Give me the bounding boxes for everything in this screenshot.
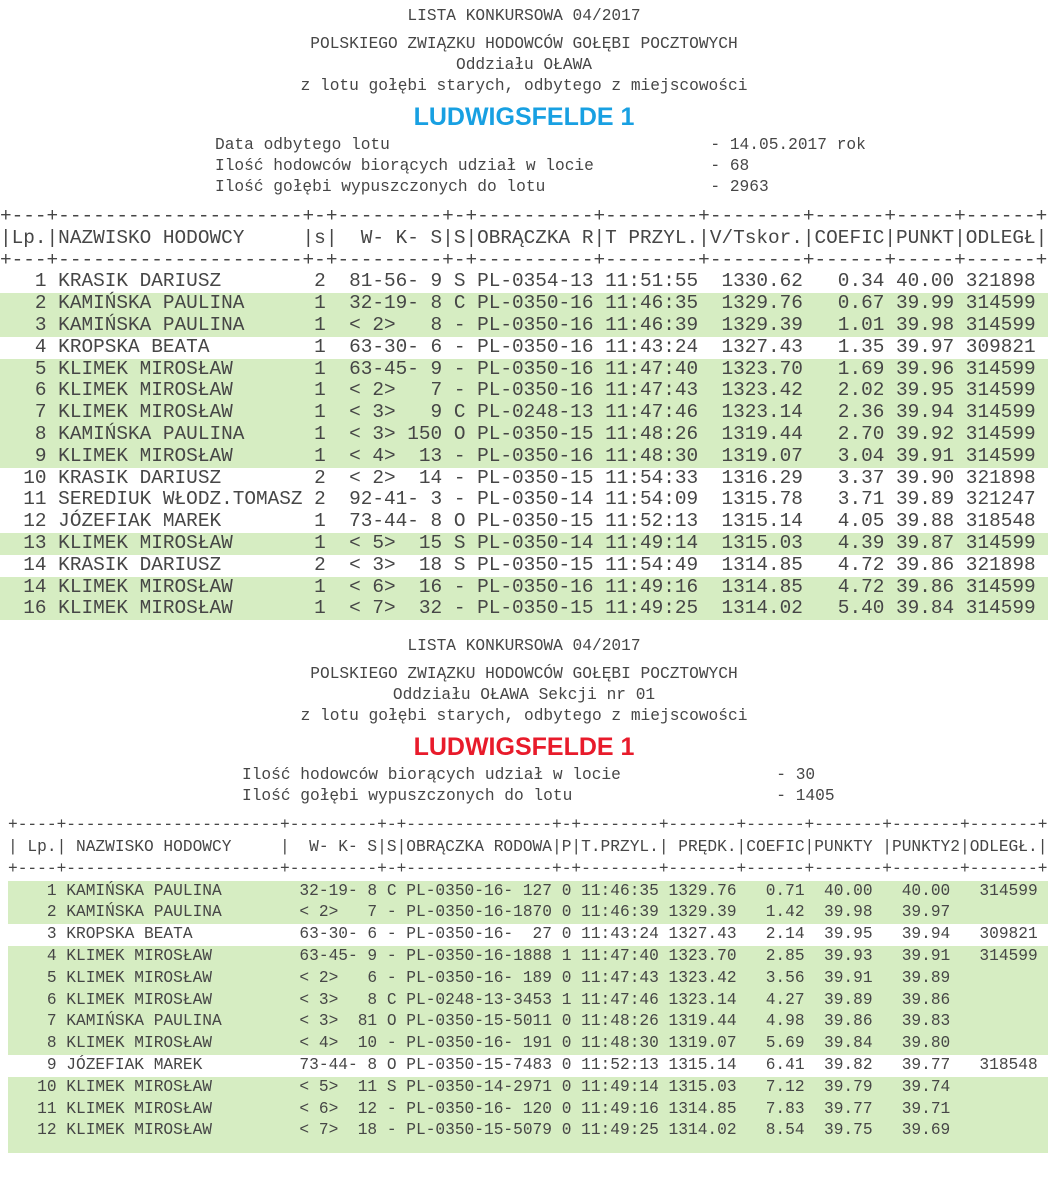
table-row: 7 KLIMEK MIROSŁAW 1 < 3> 9 C PL-0248-13 11:47:46 1323.14 2.36 39.94 314599 (0, 402, 1048, 424)
table-row: 2 KAMIŃSKA PAULINA < 2> 7 - PL-0350-16-1870 0 11:46:39 1329.39 1.42 39.98 39.97 (8, 902, 1048, 924)
race-name: LUDWIGSFELDE 1 (413, 733, 635, 762)
table-row: 11 SEREDIUK WŁODZ.TOMASZ 2 92-41- 3 - PL-0350-14 11:54:09 1315.78 3.71 39.89 321247 (0, 488, 1036, 511)
table-row: 1 KRASIK DARIUSZ 2 81-56- 9 S PL-0354-13 11:51:55 1330.62 0.34 40.00 321898 (0, 270, 1036, 293)
table-border-line: +----+----------------------+---------+-+---------------+-+--------+-------+------+-------+-------+-------+ (8, 859, 1048, 878)
table-row: 5 KLIMEK MIROSŁAW 1 63-45- 9 - PL-0350-16 11:47:40 1323.70 1.69 39.96 314599 (0, 359, 1048, 381)
branch-name: Oddziału OŁAWA (456, 56, 592, 74)
table-row: 10 KRASIK DARIUSZ 2 < 2> 14 - PL-0350-15 11:54:33 1316.29 3.37 39.90 321898 (0, 466, 1036, 489)
table-row: 14 KLIMEK MIROSŁAW 1 < 6> 16 - PL-0350-16 11:49:16 1314.85 4.72 39.86 314599 (0, 577, 1048, 599)
results-table-sekcja (0, 815, 1048, 1153)
org-name: POLSKIEGO ZWIĄZKU HODOWCÓW GOŁĘBI POCZTOWYCH (310, 665, 738, 684)
section-name: Oddziału OŁAWA Sekcji nr 01 (392, 686, 656, 705)
table-border-line: +---+---------------------+-+---------+-+----------+--------+--------+------+-----+------+ (0, 248, 1048, 271)
info-line: Ilość gołębi wypuszczonych do lotu - 1405 (242, 787, 835, 806)
section-sekcja-report (0, 636, 1048, 1153)
table-row: 14 KRASIK DARIUSZ 2 < 3> 18 S PL-0350-15 11:54:49 1314.85 4.72 39.86 321898 (0, 553, 1036, 576)
table-row: 13 KLIMEK MIROSŁAW 1 < 5> 15 S PL-0350-14 11:49:14 1315.03 4.39 39.87 314599 (0, 533, 1048, 555)
report-title: LISTA KONKURSOWA 04/2017 (407, 637, 641, 656)
info-line: Ilość hodowców biorących udział w locie - 30 (242, 766, 816, 785)
table-row: 4 KLIMEK MIROSŁAW 63-45- 9 - PL-0350-16-1888 1 11:47:40 1323.70 2.85 39.93 39.91 314599 (8, 946, 1048, 968)
table-row: 16 KLIMEK MIROSŁAW 1 < 7> 32 - PL-0350-15 11:49:25 1314.02 5.40 39.84 314599 (0, 598, 1048, 620)
table-row: 6 KLIMEK MIROSŁAW < 3> 8 C PL-0248-13-3453 1 11:47:46 1323.14 4.27 39.89 39.86 (8, 990, 1048, 1012)
table-row: 7 KAMIŃSKA PAULINA < 3> 81 O PL-0350-15-5011 0 11:48:26 1319.44 4.98 39.86 39.83 (8, 1011, 1048, 1033)
info-line: Ilość gołębi wypuszczonych do lotu - 2963 (215, 178, 769, 196)
flight-description: z lotu gołębi starych, odbytego z miejscowości (300, 707, 748, 726)
table-row: 9 KLIMEK MIROSŁAW 1 < 4> 13 - PL-0350-16 11:48:30 1319.07 3.04 39.91 314599 (0, 446, 1048, 468)
table-header-row: | Lp.| NAZWISKO HODOWCY | W- K- S|S|OBRĄCZKA RODOWA|P|T.PRZYL.| PRĘDK.|COEFIC|PUNKTY |PUNKTY2|ODLEGŁ.| (8, 837, 1048, 856)
flight-info (0, 135, 1048, 198)
table-row: 5 KLIMEK MIROSŁAW < 2> 6 - PL-0350-16- 189 0 11:47:43 1323.42 3.56 39.91 39.89 (8, 968, 1048, 990)
race-name: LUDWIGSFELDE 1 (413, 103, 635, 131)
table-row: 6 KLIMEK MIROSŁAW 1 < 2> 7 - PL-0350-16 11:47:43 1323.42 2.02 39.95 314599 (0, 380, 1048, 402)
table-row: 12 JÓZEFIAK MAREK 1 73-44- 8 O PL-0350-15 11:52:13 1315.14 4.05 39.88 318548 (0, 510, 1036, 533)
table-row: 1 KAMIŃSKA PAULINA 32-19- 8 C PL-0350-16- 127 0 11:46:35 1329.76 0.71 40.00 40.00 314599 (8, 881, 1048, 903)
table-row: 4 KROPSKA BEATA 1 63-30- 6 - PL-0350-16 11:43:24 1327.43 1.35 39.97 309821 (0, 335, 1036, 358)
info-line: Ilość hodowców biorących udział w locie - 68 (215, 157, 750, 175)
org-name: POLSKIEGO ZWIĄZKU HODOWCÓW GOŁĘBI POCZTOWYCH (310, 35, 738, 53)
table-row: 10 KLIMEK MIROSŁAW < 5> 11 S PL-0350-14-2971 0 11:49:14 1315.03 7.12 39.79 39.74 (8, 1077, 1048, 1099)
table-row: 11 KLIMEK MIROSŁAW < 6> 12 - PL-0350-16- 120 0 11:49:16 1314.85 7.83 39.77 39.71 (8, 1099, 1048, 1121)
section-oddzial-report (0, 6, 1048, 620)
table-row: 3 KAMIŃSKA PAULINA 1 < 2> 8 - PL-0350-16 11:46:39 1329.39 1.01 39.98 314599 (0, 315, 1048, 337)
report-title: LISTA KONKURSOWA 04/2017 (407, 7, 641, 25)
table-row: 2 KAMIŃSKA PAULINA 1 32-19- 8 C PL-0350-16 11:46:35 1329.76 0.67 39.99 314599 (0, 293, 1048, 315)
table-border-line: +---+---------------------+-+---------+-+----------+--------+--------+------+-----+------+ (0, 205, 1048, 227)
info-line: Data odbytego lotu - 14.05.2017 rok (215, 136, 866, 154)
flight-description: z lotu gołębi starych, odbytego z miejscowości (300, 77, 748, 95)
table-border-line: +----+----------------------+---------+-+---------------+-+--------+-------+------+-------+-------+-------+ (8, 816, 1048, 835)
table-row: 3 KROPSKA BEATA 63-30- 6 - PL-0350-16- 27 0 11:43:24 1327.43 2.14 39.95 39.94 309821 (8, 925, 1038, 944)
flight-info (0, 765, 1048, 807)
table-highlight-tail (8, 1142, 1048, 1153)
table-header-row: |Lp.|NAZWISKO HODOWCY |s| W- K- S|S|OBRĄCZKA R|T PRZYL.|V/Tskor.|COEFIC|PUNKT|ODLEGŁ| (0, 226, 1048, 249)
table-row: 9 JÓZEFIAK MAREK 73-44- 8 O PL-0350-15-7483 0 11:52:13 1315.14 6.41 39.82 39.77 318548 (8, 1055, 1038, 1074)
results-table-oddzial (0, 206, 1048, 620)
table-row: 12 KLIMEK MIROSŁAW < 7> 18 - PL-0350-15-5079 0 11:49:25 1314.02 8.54 39.75 39.69 (8, 1120, 1048, 1142)
table-row: 8 KLIMEK MIROSŁAW < 4> 10 - PL-0350-16- 191 0 11:48:30 1319.07 5.69 39.84 39.80 (8, 1033, 1048, 1055)
table-row: 8 KAMIŃSKA PAULINA 1 < 3> 150 O PL-0350-15 11:48:26 1319.44 2.70 39.92 314599 (0, 424, 1048, 446)
